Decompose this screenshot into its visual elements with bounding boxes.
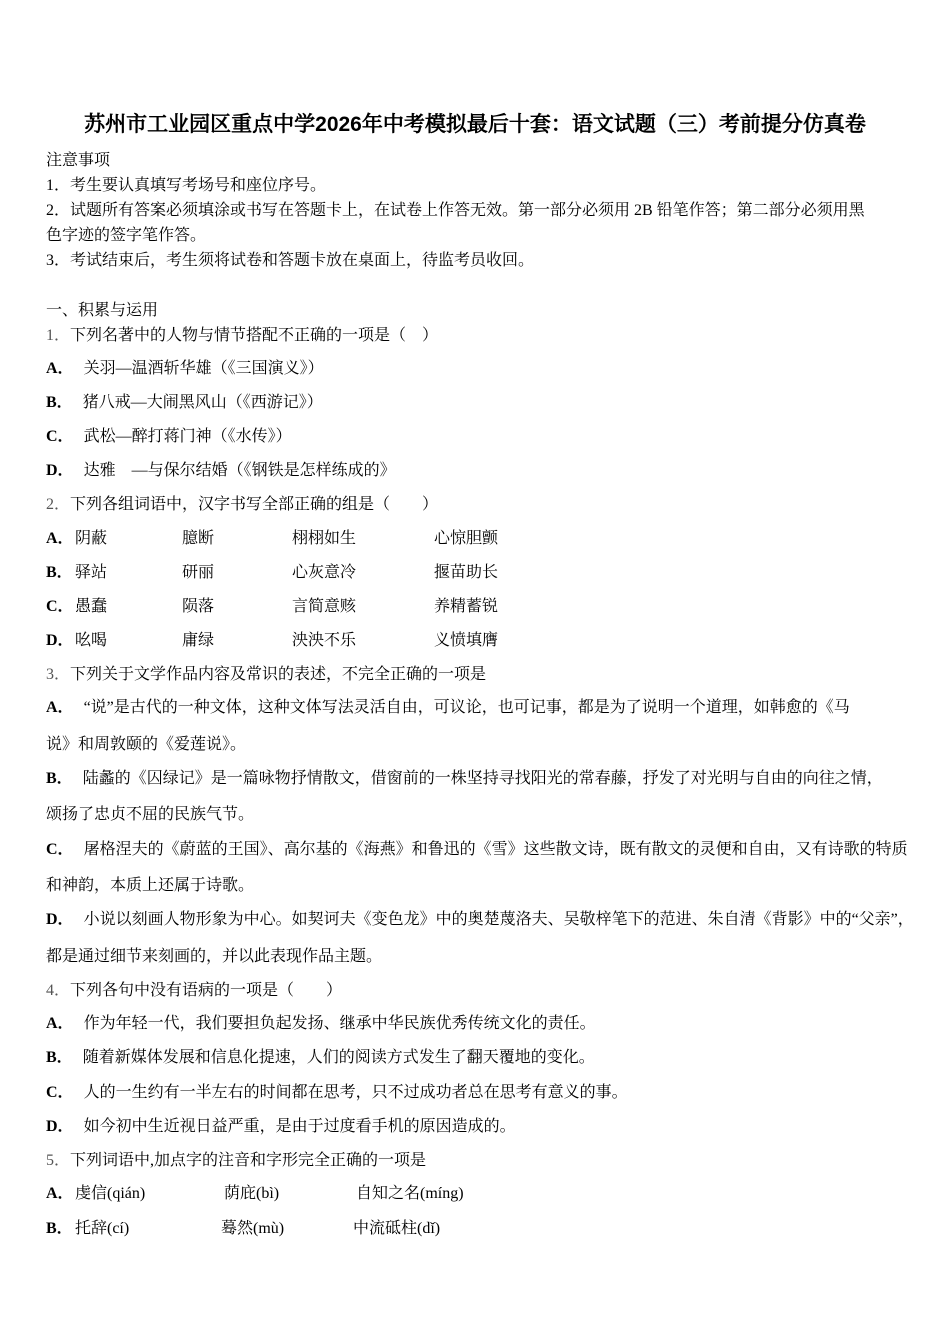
option-row [46,1184,464,1204]
option [46,427,292,447]
option [46,1014,596,1034]
option-label: B． [46,394,73,411]
option-label: A． [46,530,74,547]
page-title: 苏州市工业园区重点中学2026年中考模拟最后十套：语文试题（三）考前提分仿真卷 [84,113,866,136]
option [46,698,850,718]
option-label: A． [46,1185,74,1202]
word: 栩栩如生 [292,530,357,547]
option-text: 如今初中生近视日益严重，是由于过度看手机的原因造成的。 [83,1118,516,1135]
word: 自知之名(míng) [356,1185,464,1202]
option-text: 和神韵，本质上还属于诗歌。 [46,877,255,894]
notice-heading: 注意事项 [46,152,111,169]
option-continuation [46,735,246,755]
notice-item: 1．考生要认真填写考场号和座位序号。 [46,177,327,194]
question-number: 1． [46,327,71,344]
option-continuation [46,947,382,967]
word: 阴蔽 [75,530,108,547]
question-stem [46,326,438,346]
word: 揠苗助长 [434,564,499,581]
word: 愚蠢 [75,598,108,615]
option-label: C． [46,598,74,615]
option [46,1117,516,1137]
option-label: A． [46,360,74,377]
question-number: 5． [46,1152,71,1169]
word: 蓦然(mù) [221,1220,285,1237]
question-number: 3． [46,666,71,683]
word: 驿站 [75,564,108,581]
option [46,1083,628,1103]
option-row [46,631,499,651]
option-text: 随着新媒体发展和信息化提速，人们的阅读方式发生了翻天覆地的变化。 [82,1049,595,1066]
option-text: 小说以刻画人物形象为中心。如契诃夫《变色龙》中的奥楚蔑洛夫、吴敬梓笔下的范进、朱自清《背影》中的“父亲”， [83,911,914,928]
word: 吆喝 [75,632,108,649]
option-text: 关羽—温酒斩华雄（《三国演义》） [83,360,324,377]
option [46,910,914,930]
question-number: 2． [46,496,71,513]
word: 荫庇(bì) [224,1185,280,1202]
option-label: D． [46,1118,74,1135]
option-text: 颂扬了忠贞不屈的民族气节。 [46,806,255,823]
question-text: 下列名著中的人物与情节搭配不正确的一项是（ ） [70,327,439,344]
word: 托辞(cí) [75,1220,130,1237]
option-label: B． [46,564,73,581]
word: 庸绿 [182,632,215,649]
word: 义愤填膺 [434,632,499,649]
option-text: 屠格涅夫的《蔚蓝的王国》、高尔基的《海燕》和鲁迅的《雪》这些散文诗，既有散文的灵便和自由，又有诗歌的特质 [83,841,908,858]
option-text: 说》和周敦颐的《爱莲说》。 [46,736,247,753]
option-row [46,1219,441,1239]
option-label: A． [46,1015,74,1032]
option-continuation [46,805,254,825]
option-text: 陆蠡的《囚绿记》是一篇咏物抒情散文，借窗前的一株坚持寻找阳光的常春藤，抒发了对光明与自由的向往之情， [82,770,883,787]
word: 泱泱不乐 [292,632,357,649]
option-row [46,597,499,617]
option-label: C． [46,428,74,445]
notice-item: 2．试题所有答案必须填涂或书写在答题卡上，在试卷上作答无效。第一部分必须用 2B 铅笔作答；第二部分必须用黑 [46,202,865,219]
option-label: D． [46,462,74,479]
question-stem [46,495,438,515]
question-stem [46,1151,426,1171]
option-text: “说”是古代的一种文体，这种文体写法灵活自由，可议论，也可记事，都是为了说明一个道理，如韩愈的《马 [83,699,850,716]
word: 心惊胆颤 [434,530,499,547]
question-text: 下列词语中,加点字的注音和字形完全正确的一项是 [70,1152,427,1169]
option-label: A． [46,699,74,716]
question-text: 下列关于文学作品内容及常识的表述，不完全正确的一项是 [70,666,487,683]
option-row [46,529,499,549]
option-text: 都是通过细节来刻画的，并以此表现作品主题。 [46,948,383,965]
section-heading: 一、积累与运用 [46,302,159,319]
word: 心灰意冷 [292,564,357,581]
option [46,461,396,481]
option-label: B． [46,1049,73,1066]
option [46,769,883,789]
notice-item: 3．考试结束后，考生须将试卷和答题卡放在桌面上，待监考员收回。 [46,252,535,269]
question-text: 下列各组词语中，汉字书写全部正确的组是（ ） [70,496,439,513]
question-number: 4． [46,982,71,999]
option [46,1048,595,1068]
question-stem [46,981,342,1001]
option-label: C． [46,1084,74,1101]
option [46,359,324,379]
word: 研丽 [182,564,215,581]
option-label: D． [46,632,74,649]
word: 言简意赅 [292,598,357,615]
word: 虔信(qián) [75,1185,146,1202]
option [46,393,323,413]
option-text: 达雅 —与保尔结婚（《钢铁是怎样练成的》 [83,462,396,479]
option-text: 猪八戒—大闹黑风山（《西游记》） [82,394,323,411]
word: 中流砥柱(dǐ) [353,1220,441,1237]
option-row [46,563,499,583]
option-text: 人的一生约有一半左右的时间都在思考，只不过成功者总在思考有意义的事。 [83,1084,628,1101]
option-label: C． [46,841,74,858]
option-label: B． [46,770,73,787]
option-text: 作为年轻一代，我们要担负起发扬、继承中华民族优秀传统文化的责任。 [83,1015,596,1032]
option-text: 武松—醉打蒋门神（《水传》） [83,428,292,445]
option [46,840,908,860]
option-label: D． [46,911,74,928]
question-text: 下列各句中没有语病的一项是（ ） [70,982,343,999]
option-continuation [46,876,254,896]
notice-item: 色字迹的签字笔作答。 [46,227,207,244]
word: 养精蓄锐 [434,598,499,615]
word: 陨落 [182,598,215,615]
question-stem [46,665,486,685]
word: 臆断 [182,530,215,547]
option-label: B． [46,1220,73,1237]
